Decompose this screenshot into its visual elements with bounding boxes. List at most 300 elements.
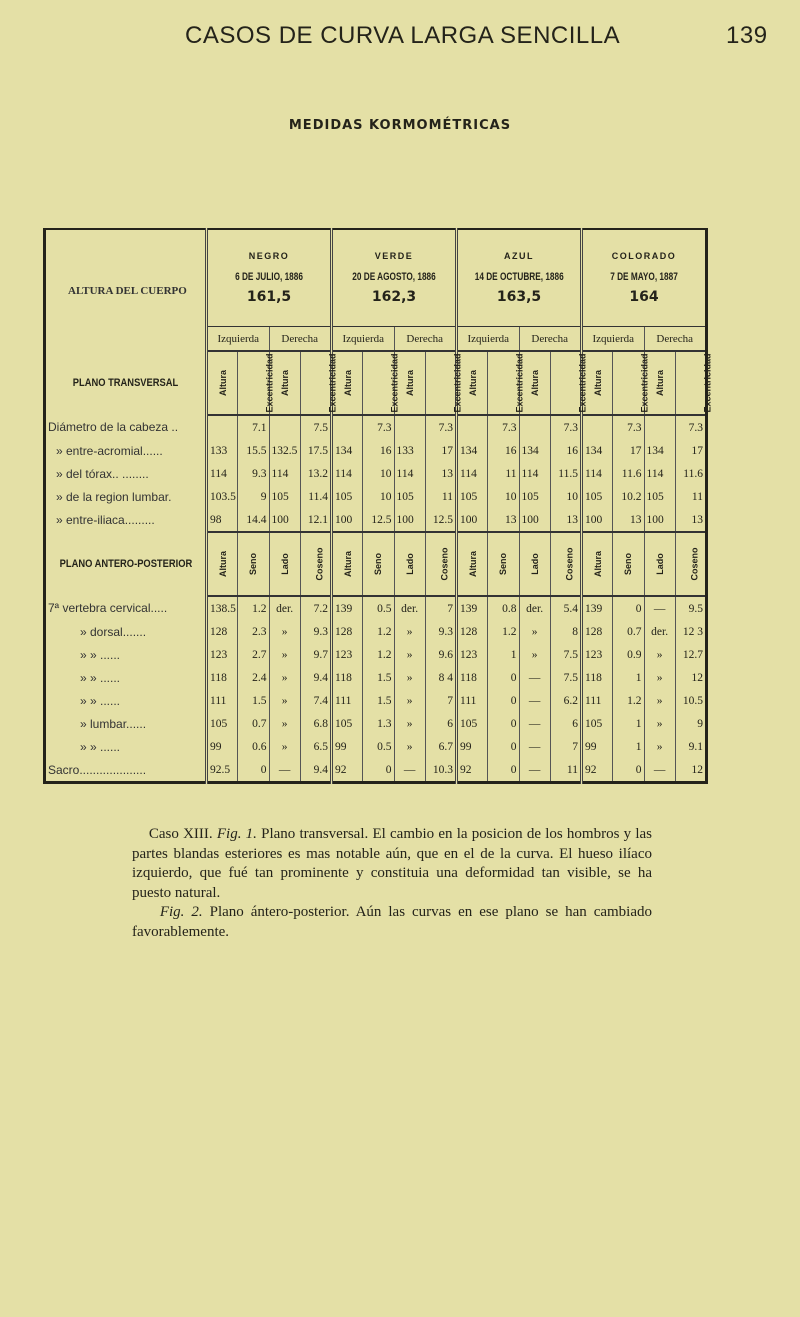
column-header-text: Altura bbox=[468, 550, 479, 578]
row-label: » » ...... bbox=[80, 647, 121, 662]
column-header-text: Coseno bbox=[564, 547, 575, 581]
cell-value: 7.3 bbox=[488, 415, 519, 439]
side-label: Izquierda bbox=[582, 327, 645, 352]
column-header-text: Altura bbox=[343, 369, 354, 397]
row-label: » » ...... bbox=[80, 739, 121, 754]
cell-value: 105 bbox=[269, 485, 300, 508]
cell-value: 105 bbox=[582, 712, 613, 735]
column-header bbox=[550, 532, 581, 596]
table-row bbox=[45, 666, 707, 689]
cell-value: » bbox=[394, 620, 425, 643]
cell-value: 16 bbox=[550, 439, 581, 462]
column-header bbox=[613, 532, 644, 596]
group-header bbox=[457, 229, 582, 327]
row-label: » » ...... bbox=[80, 670, 121, 685]
column-header bbox=[582, 532, 613, 596]
cell-value: 12.5 bbox=[425, 508, 456, 532]
column-header bbox=[644, 532, 675, 596]
cell-value: 134 bbox=[582, 439, 613, 462]
cell-value bbox=[457, 415, 488, 439]
group-header-row bbox=[45, 229, 707, 327]
cell-value: 10 bbox=[550, 485, 581, 508]
cell-value: 1.3 bbox=[363, 712, 394, 735]
cell-value: — bbox=[269, 758, 300, 783]
row-label: 7ª vertebra cervical..... bbox=[48, 601, 168, 615]
cell-value: 13 bbox=[488, 508, 519, 532]
column-header bbox=[488, 532, 519, 596]
section-heading-text: PLANO TRANSVERSAL bbox=[72, 377, 179, 389]
cell-value: der. bbox=[519, 596, 550, 620]
row-label: Sacro.................... bbox=[48, 762, 147, 777]
cell-value: 13.2 bbox=[300, 462, 331, 485]
cell-value: 8 bbox=[550, 620, 581, 643]
cell-value: » bbox=[394, 666, 425, 689]
cell-value: 15.5 bbox=[238, 439, 269, 462]
group-header bbox=[332, 229, 457, 327]
cell-value: 12.1 bbox=[300, 508, 331, 532]
group-height: 161,5 bbox=[246, 289, 292, 305]
cell-value: 12.5 bbox=[363, 508, 394, 532]
case-label: Caso XIII. bbox=[148, 826, 213, 842]
table-row bbox=[45, 508, 707, 532]
cell-value: 1.5 bbox=[363, 689, 394, 712]
cell-value: 114 bbox=[394, 462, 425, 485]
cell-value: 6 bbox=[425, 712, 456, 735]
measurements-table bbox=[43, 228, 713, 784]
cell-value: 11 bbox=[550, 758, 581, 783]
section-header-row bbox=[45, 532, 707, 596]
cell-value: 2.4 bbox=[238, 666, 269, 689]
cell-value: » bbox=[394, 712, 425, 735]
cell-value: » bbox=[519, 643, 550, 666]
cell-value: 7.3 bbox=[613, 415, 644, 439]
table-row bbox=[45, 643, 707, 666]
cell-value: 105 bbox=[457, 712, 488, 735]
cell-value: 0.5 bbox=[363, 596, 394, 620]
cell-value: der. bbox=[394, 596, 425, 620]
group-date: 6 DE JULIO, 1886 bbox=[235, 271, 303, 283]
cell-value: 7.1 bbox=[238, 415, 269, 439]
cell-value: 9.3 bbox=[425, 620, 456, 643]
cell-value bbox=[394, 415, 425, 439]
cell-value: 134 bbox=[519, 439, 550, 462]
cell-value: 0 bbox=[238, 758, 269, 783]
cell-value: 99 bbox=[457, 735, 488, 758]
cell-value: 16 bbox=[488, 439, 519, 462]
cell-value: 105 bbox=[207, 712, 238, 735]
cell-value: — bbox=[644, 758, 675, 783]
cell-value: 13 bbox=[425, 462, 456, 485]
column-header-text: Coseno bbox=[689, 547, 700, 581]
cell-value: 128 bbox=[582, 620, 613, 643]
cell-value: 103.5 bbox=[207, 485, 238, 508]
cell-value: 133 bbox=[207, 439, 238, 462]
fig2-text: Plano ántero-posterior. Aún las curvas en ese plano se han cambiado favorablemente. bbox=[132, 904, 652, 940]
side-label: Izquierda bbox=[332, 327, 395, 352]
cell-value: 10.5 bbox=[675, 689, 706, 712]
column-header bbox=[425, 351, 463, 415]
cell-value: 111 bbox=[582, 689, 613, 712]
cell-value: — bbox=[519, 689, 550, 712]
table-row bbox=[45, 415, 707, 439]
cell-value: 9.3 bbox=[238, 462, 269, 485]
cell-value: 105 bbox=[332, 712, 363, 735]
cell-value: 1.2 bbox=[238, 596, 269, 620]
group-name: VERDE bbox=[374, 251, 414, 261]
group-name: NEGRO bbox=[248, 251, 290, 261]
cell-value: 6.8 bbox=[300, 712, 331, 735]
group-height: 162,3 bbox=[371, 289, 417, 305]
cell-value: 105 bbox=[519, 485, 550, 508]
cell-value: » bbox=[394, 735, 425, 758]
column-header bbox=[300, 351, 338, 415]
cell-value: 7 bbox=[425, 596, 456, 620]
cell-value: 99 bbox=[332, 735, 363, 758]
cell-value: » bbox=[269, 712, 300, 735]
column-header-text: Excentricidad bbox=[639, 353, 650, 413]
cell-value: 1.2 bbox=[363, 643, 394, 666]
cell-value: 17 bbox=[425, 439, 456, 462]
column-header-text: Seno bbox=[373, 552, 384, 576]
row-label: » lumbar...... bbox=[80, 716, 147, 731]
cell-value: 118 bbox=[332, 666, 363, 689]
cell-value: 1.2 bbox=[488, 620, 519, 643]
cell-value: 5.4 bbox=[550, 596, 581, 620]
column-header-text: Altura bbox=[279, 369, 290, 397]
fig2-label: Fig. 2. bbox=[159, 904, 203, 920]
column-header bbox=[394, 532, 425, 596]
column-header-text: Lado bbox=[279, 553, 290, 575]
cell-value: 10.3 bbox=[425, 758, 456, 783]
cell-value: 133 bbox=[394, 439, 425, 462]
cell-value: » bbox=[644, 643, 675, 666]
cell-value: 132.5 bbox=[269, 439, 300, 462]
cell-value: 0 bbox=[488, 689, 519, 712]
column-header bbox=[238, 351, 275, 415]
cell-value: 134 bbox=[332, 439, 363, 462]
cell-value: 1.5 bbox=[238, 689, 269, 712]
cell-value: 114 bbox=[644, 462, 675, 485]
cell-value: 9.4 bbox=[300, 666, 331, 689]
column-header-text: Lado bbox=[654, 553, 665, 575]
column-header-text: Coseno bbox=[314, 547, 325, 581]
column-header-text: Seno bbox=[248, 552, 259, 576]
group-header bbox=[207, 229, 332, 327]
cell-value: 0 bbox=[488, 666, 519, 689]
table-row bbox=[45, 712, 707, 735]
cell-value: 0 bbox=[488, 735, 519, 758]
section-heading bbox=[45, 532, 207, 596]
cell-value: — bbox=[394, 758, 425, 783]
column-header-text: Seno bbox=[498, 552, 509, 576]
cell-value: 7.3 bbox=[550, 415, 581, 439]
cell-value: — bbox=[644, 596, 675, 620]
cell-value: 0 bbox=[613, 758, 644, 783]
column-header-text: Excentricidad bbox=[452, 353, 463, 413]
cell-value: 7.5 bbox=[550, 643, 581, 666]
cell-value: 9.7 bbox=[300, 643, 331, 666]
cell-value: » bbox=[644, 735, 675, 758]
table-row bbox=[45, 689, 707, 712]
cell-value: 12 bbox=[675, 758, 706, 783]
table-title: MEDIDAS KORMOMÉTRICAS bbox=[288, 118, 512, 133]
column-header bbox=[238, 532, 269, 596]
cell-value: 100 bbox=[269, 508, 300, 532]
table-row bbox=[45, 596, 707, 620]
column-header-text: Lado bbox=[404, 553, 415, 575]
cell-value: 99 bbox=[582, 735, 613, 758]
cell-value: 14.4 bbox=[238, 508, 269, 532]
cell-value: 123 bbox=[457, 643, 488, 666]
cell-value: » bbox=[394, 689, 425, 712]
cell-value: 9.1 bbox=[675, 735, 706, 758]
cell-value: 134 bbox=[644, 439, 675, 462]
table-row bbox=[45, 758, 707, 783]
fig1-label: Fig. 1. bbox=[216, 826, 257, 842]
column-header-text: Altura bbox=[654, 369, 665, 397]
cell-value: 12 bbox=[675, 666, 706, 689]
cell-value: 92 bbox=[457, 758, 488, 783]
cell-value bbox=[269, 415, 300, 439]
cell-value: 100 bbox=[644, 508, 675, 532]
section-heading bbox=[45, 351, 207, 415]
section-heading-text: PLANO ANTERO-POSTERIOR bbox=[59, 558, 193, 570]
row-label: Diámetro de la cabeza .. bbox=[48, 420, 179, 434]
column-header bbox=[332, 532, 363, 596]
column-header bbox=[363, 532, 394, 596]
cell-value: 1 bbox=[613, 712, 644, 735]
cell-value: 139 bbox=[332, 596, 363, 620]
cell-value: 17 bbox=[613, 439, 644, 462]
cell-value: 8 4 bbox=[425, 666, 456, 689]
cell-value: 9 bbox=[238, 485, 269, 508]
cell-value: » bbox=[644, 712, 675, 735]
cell-value: 0.7 bbox=[613, 620, 644, 643]
column-header-text: Excentricidad bbox=[327, 353, 338, 413]
corner-label: ALTURA DEL CUERPO bbox=[68, 284, 187, 297]
row-label: » » ...... bbox=[80, 693, 121, 708]
cell-value: 0 bbox=[488, 758, 519, 783]
cell-value: 11.6 bbox=[613, 462, 644, 485]
column-header-text: Altura bbox=[468, 369, 479, 397]
cell-value bbox=[519, 415, 550, 439]
cell-value bbox=[582, 415, 613, 439]
side-label: Izquierda bbox=[207, 327, 270, 352]
group-name: COLORADO bbox=[611, 251, 677, 261]
cell-value: 92 bbox=[582, 758, 613, 783]
cell-value: 11 bbox=[675, 485, 706, 508]
cell-value: 128 bbox=[332, 620, 363, 643]
cell-value: 114 bbox=[519, 462, 550, 485]
cell-value: 13 bbox=[550, 508, 581, 532]
cell-value: 139 bbox=[582, 596, 613, 620]
cell-value: 7.3 bbox=[675, 415, 706, 439]
cell-value: 111 bbox=[332, 689, 363, 712]
column-header bbox=[457, 532, 488, 596]
cell-value: 1 bbox=[488, 643, 519, 666]
group-height: 163,5 bbox=[496, 289, 542, 305]
running-head-title: CASOS DE CURVA LARGA SENCILLA bbox=[185, 22, 621, 49]
column-header bbox=[363, 351, 400, 415]
cell-value: 138.5 bbox=[207, 596, 238, 620]
cell-value: — bbox=[519, 666, 550, 689]
cell-value: 11.4 bbox=[300, 485, 331, 508]
table-row bbox=[45, 485, 707, 508]
cell-value: 6.2 bbox=[550, 689, 581, 712]
cell-value: 105 bbox=[582, 485, 613, 508]
cell-value: 9.6 bbox=[425, 643, 456, 666]
cell-value: 98 bbox=[207, 508, 238, 532]
group-name: AZUL bbox=[504, 251, 534, 261]
fig1-text: Plano transversal. El cambio en la posicion de los hombros y las partes blandas esteriores es mas notable aún, que en el de la curva. El hueso ilíaco izquierdo, que fué tan prominente y constituia una deformidad tan visible, se ha puesto natural. bbox=[132, 826, 652, 901]
cell-value: 9.3 bbox=[300, 620, 331, 643]
cell-value: 105 bbox=[394, 485, 425, 508]
cell-value: 118 bbox=[582, 666, 613, 689]
cell-value: » bbox=[269, 620, 300, 643]
table-row bbox=[45, 735, 707, 758]
cell-value: 9 bbox=[675, 712, 706, 735]
cell-value: 111 bbox=[457, 689, 488, 712]
cell-value: 11.5 bbox=[550, 462, 581, 485]
row-label: » entre-iliaca......... bbox=[56, 513, 155, 527]
column-header bbox=[207, 351, 238, 415]
column-header-text: Altura bbox=[218, 369, 229, 397]
cell-value: 0.6 bbox=[238, 735, 269, 758]
cell-value: 128 bbox=[457, 620, 488, 643]
cell-value: 134 bbox=[457, 439, 488, 462]
column-header bbox=[207, 532, 238, 596]
column-header bbox=[425, 532, 456, 596]
cell-value: 105 bbox=[332, 485, 363, 508]
cell-value: 10 bbox=[488, 485, 519, 508]
cell-value: 1.2 bbox=[613, 689, 644, 712]
cell-value: 6.5 bbox=[300, 735, 331, 758]
cell-value: 100 bbox=[582, 508, 613, 532]
group-header bbox=[582, 229, 707, 327]
cell-value: » bbox=[269, 643, 300, 666]
section-header-row bbox=[45, 351, 707, 415]
table-row bbox=[45, 462, 707, 485]
cell-value: 13 bbox=[675, 508, 706, 532]
cell-value: 13 bbox=[613, 508, 644, 532]
row-label: » del tórax.. ........ bbox=[56, 466, 149, 481]
side-label: Derecha bbox=[519, 327, 582, 352]
cell-value: 9.5 bbox=[675, 596, 706, 620]
cell-value: 114 bbox=[582, 462, 613, 485]
cell-value: » bbox=[394, 643, 425, 666]
cell-value: 99 bbox=[207, 735, 238, 758]
cell-value: 17 bbox=[675, 439, 706, 462]
cell-value: 10.2 bbox=[613, 485, 644, 508]
cell-value: 7.3 bbox=[363, 415, 394, 439]
cell-value: 111 bbox=[207, 689, 238, 712]
column-header bbox=[269, 532, 300, 596]
cell-value: 128 bbox=[207, 620, 238, 643]
cell-value: 2.3 bbox=[238, 620, 269, 643]
column-header-text: Altura bbox=[404, 369, 415, 397]
side-label: Izquierda bbox=[457, 327, 520, 352]
cell-value: 92 bbox=[332, 758, 363, 783]
cell-value: 1 bbox=[613, 666, 644, 689]
group-height: 164 bbox=[629, 289, 659, 305]
cell-value: 12 3 bbox=[675, 620, 706, 643]
cell-value: 100 bbox=[394, 508, 425, 532]
column-header bbox=[550, 351, 588, 415]
cell-value: » bbox=[644, 666, 675, 689]
row-label: » entre-acromial...... bbox=[56, 443, 163, 458]
cell-value bbox=[207, 415, 238, 439]
cell-value: 17.5 bbox=[300, 439, 331, 462]
table-row bbox=[45, 439, 707, 462]
cell-value: 114 bbox=[269, 462, 300, 485]
cell-value: 2.7 bbox=[238, 643, 269, 666]
column-header-text: Altura bbox=[593, 550, 604, 578]
cell-value: » bbox=[269, 666, 300, 689]
cell-value: 7.2 bbox=[300, 596, 331, 620]
cell-value: 16 bbox=[363, 439, 394, 462]
cell-value: 11 bbox=[488, 462, 519, 485]
table-row bbox=[45, 620, 707, 643]
caption-paragraph bbox=[132, 825, 652, 942]
cell-value: » bbox=[269, 735, 300, 758]
cell-value: 7 bbox=[425, 689, 456, 712]
cell-value bbox=[644, 415, 675, 439]
cell-value: 7.3 bbox=[425, 415, 456, 439]
page-number: 139 bbox=[726, 22, 768, 49]
cell-value: 139 bbox=[457, 596, 488, 620]
cell-value: der. bbox=[644, 620, 675, 643]
column-header-text: Altura bbox=[218, 550, 229, 578]
cell-value: » bbox=[519, 620, 550, 643]
column-header-text: Excentricidad bbox=[577, 353, 588, 413]
column-header bbox=[613, 351, 650, 415]
cell-value: 1.5 bbox=[363, 666, 394, 689]
cell-value: 123 bbox=[207, 643, 238, 666]
cell-value: 10 bbox=[363, 462, 394, 485]
cell-value: 9.4 bbox=[300, 758, 331, 783]
row-label: » dorsal....... bbox=[80, 624, 147, 639]
cell-value: 0.7 bbox=[238, 712, 269, 735]
cell-value: — bbox=[519, 712, 550, 735]
column-header-text: Altura bbox=[529, 369, 540, 397]
column-header-text: Seno bbox=[623, 552, 634, 576]
cell-value: 12.7 bbox=[675, 643, 706, 666]
column-header-text: Altura bbox=[343, 550, 354, 578]
side-label: Derecha bbox=[269, 327, 332, 352]
cell-value: — bbox=[519, 758, 550, 783]
cell-value: 100 bbox=[332, 508, 363, 532]
side-label: Derecha bbox=[394, 327, 457, 352]
cell-value: 0.8 bbox=[488, 596, 519, 620]
cell-value: 100 bbox=[457, 508, 488, 532]
row-label: » de la region lumbar. bbox=[56, 489, 172, 504]
cell-value: 7.5 bbox=[300, 415, 331, 439]
cell-value: 11 bbox=[425, 485, 456, 508]
cell-value bbox=[332, 415, 363, 439]
column-header-text: Excentricidad bbox=[702, 353, 713, 413]
cell-value: 6.7 bbox=[425, 735, 456, 758]
column-header-text: Altura bbox=[593, 369, 604, 397]
column-header bbox=[675, 351, 713, 415]
cell-value: 7.4 bbox=[300, 689, 331, 712]
cell-value: 7.5 bbox=[550, 666, 581, 689]
column-header-text: Excentricidad bbox=[264, 353, 275, 413]
cell-value: 123 bbox=[582, 643, 613, 666]
cell-value: 0.9 bbox=[613, 643, 644, 666]
cell-value: — bbox=[519, 735, 550, 758]
column-header bbox=[488, 351, 525, 415]
cell-value: 1 bbox=[613, 735, 644, 758]
